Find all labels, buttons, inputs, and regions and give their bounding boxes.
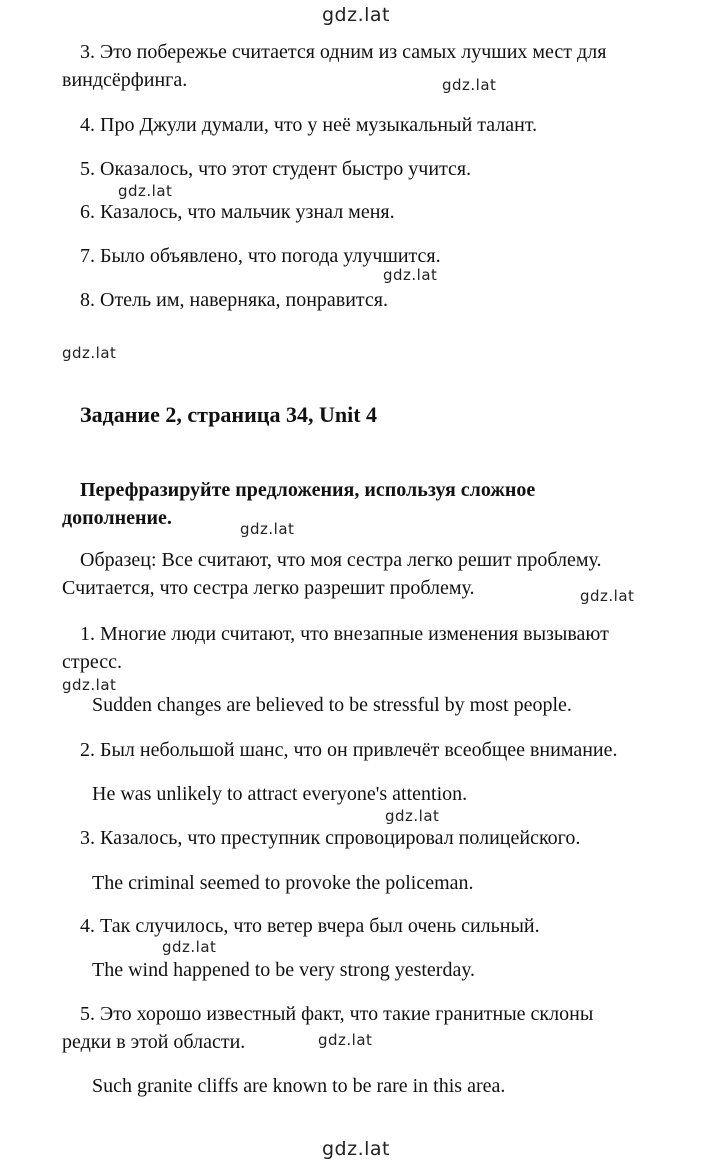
answer-4: The wind happened to be very strong yesterday. <box>92 959 476 981</box>
watermark: gdz.lat <box>62 676 117 694</box>
answer-1: Sudden changes are believed to be stressful by most people. <box>92 694 572 716</box>
sentence-7: 7. Было объявлено, что погода улучшится. <box>80 245 441 267</box>
question-2: 2. Был небольшой шанс, что он привлечёт всеобщее внимание. <box>80 739 618 761</box>
watermark: gdz.lat <box>240 520 295 538</box>
watermark: gdz.lat <box>318 1031 373 1049</box>
answer-2: He was unlikely to attract everyone's attention. <box>92 783 468 805</box>
watermark: gdz.lat <box>118 182 173 200</box>
example-line-1: Образец: Все считают, что моя сестра легко решит проблему. <box>80 549 602 571</box>
watermark: gdz.lat <box>442 76 497 94</box>
sentence-3-line-1: 3. Это побережье считается одним из самых лучших мест для <box>80 41 607 63</box>
watermark: gdz.lat <box>62 344 117 362</box>
sentence-8: 8. Отель им, наверняка, понравится. <box>80 289 388 311</box>
watermark: gdz.lat <box>580 587 635 605</box>
question-3: 3. Казалось, что преступник спровоцировал полицейского. <box>80 827 581 849</box>
question-1-line-2: стресс. <box>62 651 122 673</box>
watermark: gdz.lat <box>162 938 217 956</box>
instruction-line-2: дополнение. <box>62 507 172 529</box>
question-5-line-1: 5. Это хорошо известный факт, что такие гранитные склоны <box>80 1003 594 1025</box>
task-heading: Задание 2, страница 34, Unit 4 <box>80 402 378 427</box>
watermark-top: gdz.lat <box>322 4 391 26</box>
question-1-line-1: 1. Многие люди считают, что внезапные изменения вызывают <box>80 623 609 645</box>
instruction-line-1: Перефразируйте предложения, используя сложное <box>80 479 536 501</box>
question-5-line-2: редки в этой области. <box>62 1031 246 1053</box>
answer-3: The criminal seemed to provoke the policeman. <box>92 872 474 894</box>
sentence-5: 5. Оказалось, что этот студент быстро учится. <box>80 158 472 180</box>
example-line-2: Считается, что сестра легко разрешит проблему. <box>62 577 475 599</box>
sentence-3-line-2: виндсёрфинга. <box>62 69 188 91</box>
watermark: gdz.lat <box>383 266 438 284</box>
watermark-bottom: gdz.lat <box>322 1138 391 1160</box>
sentence-6: 6. Казалось, что мальчик узнал меня. <box>80 201 395 223</box>
watermark: gdz.lat <box>385 807 440 825</box>
question-4: 4. Так случилось, что ветер вчера был очень сильный. <box>80 915 540 937</box>
sentence-4: 4. Про Джули думали, что у неё музыкальный талант. <box>80 114 538 136</box>
answer-5: Such granite cliffs are known to be rare in this area. <box>92 1075 506 1097</box>
